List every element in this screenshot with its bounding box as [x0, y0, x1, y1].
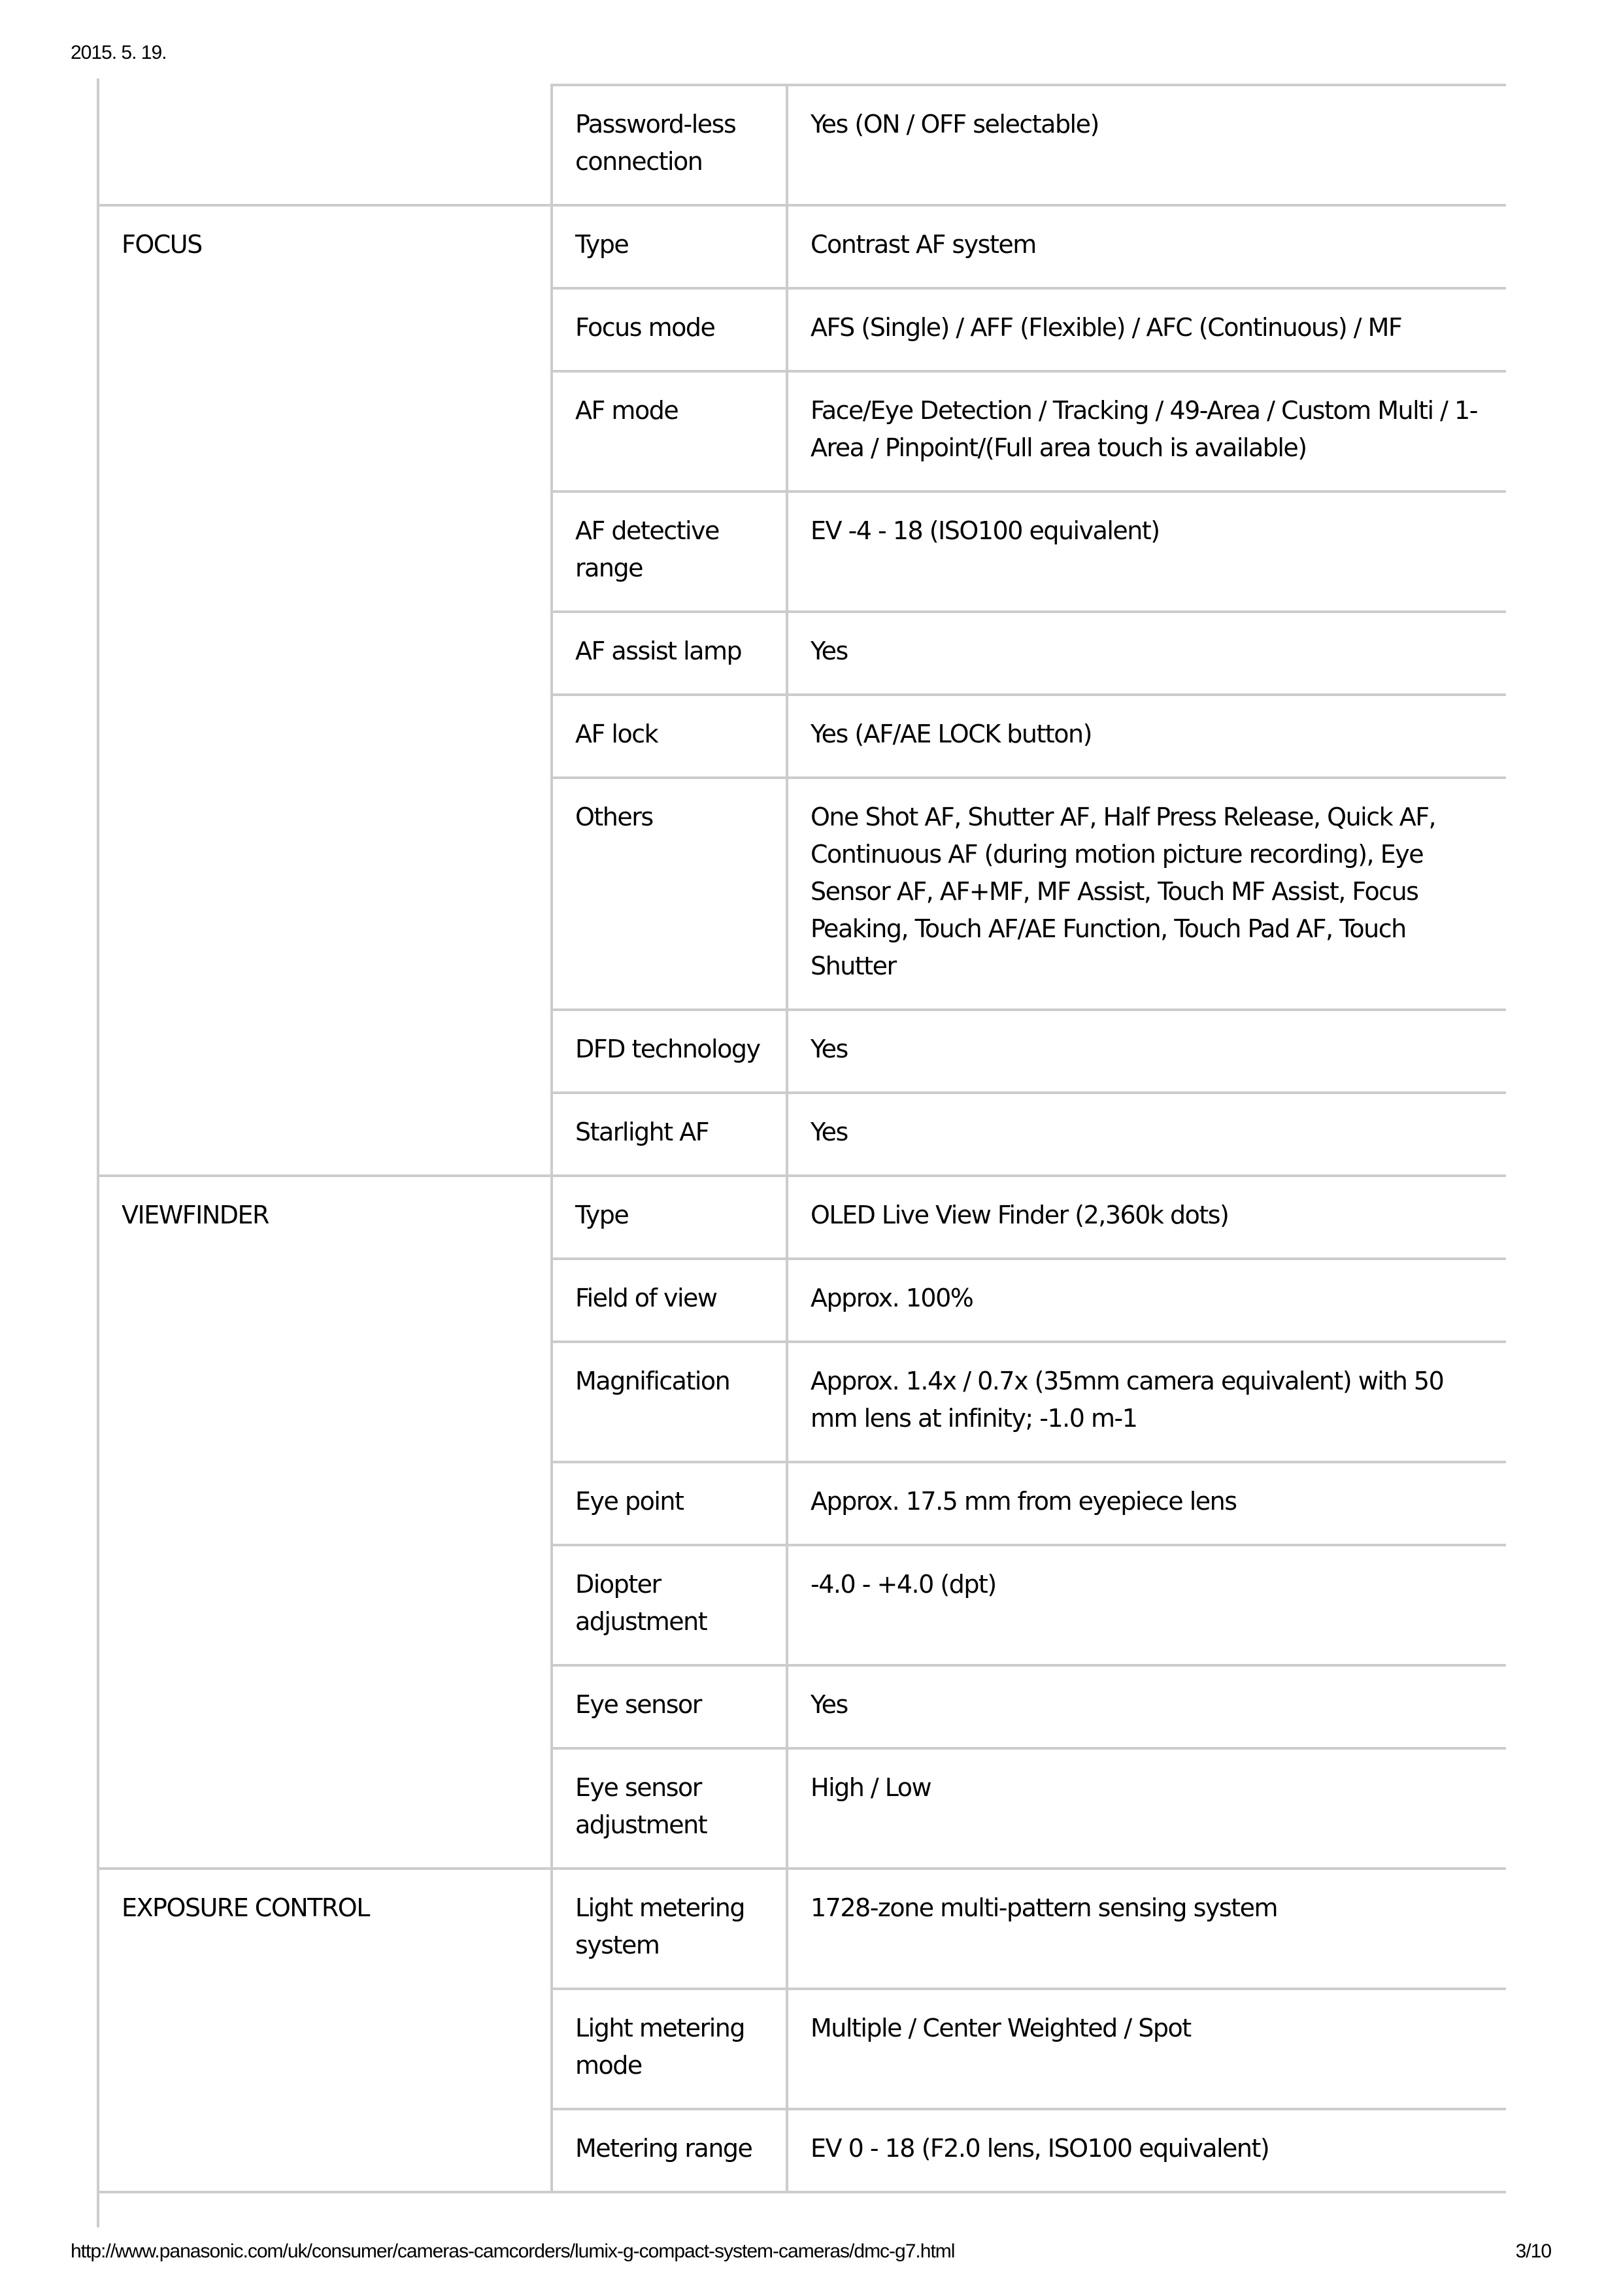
- spec-value: One Shot AF, Shutter AF, Half Press Release, Quick AF, Continuous AF (during motion picture recording), Eye Sensor AF, AF+MF, MF Assist, Touch MF Assist, Focus Peaking, Touch AF/AE Function, Touch Pad AF, Touch Shutter: [787, 778, 1506, 1010]
- section-title: FOCUS: [122, 230, 202, 259]
- spec-label: Light metering mode: [552, 1989, 787, 2109]
- section-focus: [98, 205, 552, 1176]
- spec-row: [98, 1176, 1506, 1259]
- spec-label: AF mode: [552, 371, 787, 491]
- spec-value: Approx. 17.5 mm from eyepiece lens: [787, 1462, 1506, 1545]
- spec-value: Face/Eye Detection / Tracking / 49-Area / Custom Multi / 1-Area / Pinpoint/(Full area touch is available): [787, 371, 1506, 491]
- spec-value: 1728-zone multi-pattern sensing system: [787, 1869, 1506, 1989]
- spec-label: Light metering system: [552, 1869, 787, 1989]
- spec-value: Yes: [787, 1093, 1506, 1176]
- spec-label: AF detective range: [552, 491, 787, 612]
- spec-label: Magnification: [552, 1342, 787, 1462]
- spec-value: Yes: [787, 1665, 1506, 1748]
- spec-value: Approx. 100%: [787, 1259, 1506, 1342]
- spec-label: DFD technology: [552, 1010, 787, 1093]
- spec-table: [97, 84, 1506, 2193]
- spec-value: High / Low: [787, 1748, 1506, 1869]
- print-date: 2015. 5. 19.: [71, 42, 167, 63]
- spec-row: [98, 205, 1506, 288]
- spec-label: Eye sensor adjustment: [552, 1748, 787, 1869]
- spec-value: Yes: [787, 612, 1506, 695]
- section-viewfinder: [98, 1176, 552, 1869]
- spec-label: Metering range: [552, 2109, 787, 2192]
- spec-label: Type: [552, 1176, 787, 1259]
- spec-label: Eye point: [552, 1462, 787, 1545]
- spec-value: Yes (ON / OFF selectable): [787, 85, 1506, 205]
- page-url[interactable]: http://www.panasonic.com/uk/consumer/cameras-camcorders/lumix-g-compact-system-cameras/dmc-g7.html: [71, 2240, 955, 2262]
- page-number: 3/10: [1515, 2240, 1551, 2262]
- spec-row: [98, 1869, 1506, 1989]
- spec-sheet: [97, 78, 1506, 2227]
- spec-label: Diopter adjustment: [552, 1545, 787, 1665]
- spec-label: Others: [552, 778, 787, 1010]
- spec-label: AF assist lamp: [552, 612, 787, 695]
- spec-label: Starlight AF: [552, 1093, 787, 1176]
- spec-value: Yes: [787, 1010, 1506, 1093]
- spec-value: EV 0 - 18 (F2.0 lens, ISO100 equivalent): [787, 2109, 1506, 2192]
- spec-value: Multiple / Center Weighted / Spot: [787, 1989, 1506, 2109]
- section-title: VIEWFINDER: [122, 1201, 269, 1229]
- spec-row: [98, 85, 1506, 205]
- spec-label: Focus mode: [552, 288, 787, 371]
- section-exposure-control: [98, 1869, 552, 2192]
- spec-value: EV -4 - 18 (ISO100 equivalent): [787, 491, 1506, 612]
- spec-value: Approx. 1.4x / 0.7x (35mm camera equivalent) with 50 mm lens at infinity; -1.0 m-1: [787, 1342, 1506, 1462]
- section-title: EXPOSURE CONTROL: [122, 1893, 369, 1922]
- spec-label: Field of view: [552, 1259, 787, 1342]
- spec-label: AF lock: [552, 695, 787, 778]
- spec-label: Eye sensor: [552, 1665, 787, 1748]
- spec-value: Yes (AF/AE LOCK button): [787, 695, 1506, 778]
- spec-label: Type: [552, 205, 787, 288]
- section-continued: [98, 85, 552, 205]
- spec-label: Password-less connection: [552, 85, 787, 205]
- spec-value: AFS (Single) / AFF (Flexible) / AFC (Continuous) / MF: [787, 288, 1506, 371]
- spec-value: OLED Live View Finder (2,360k dots): [787, 1176, 1506, 1259]
- spec-value: Contrast AF system: [787, 205, 1506, 288]
- spec-value: -4.0 - +4.0 (dpt): [787, 1545, 1506, 1665]
